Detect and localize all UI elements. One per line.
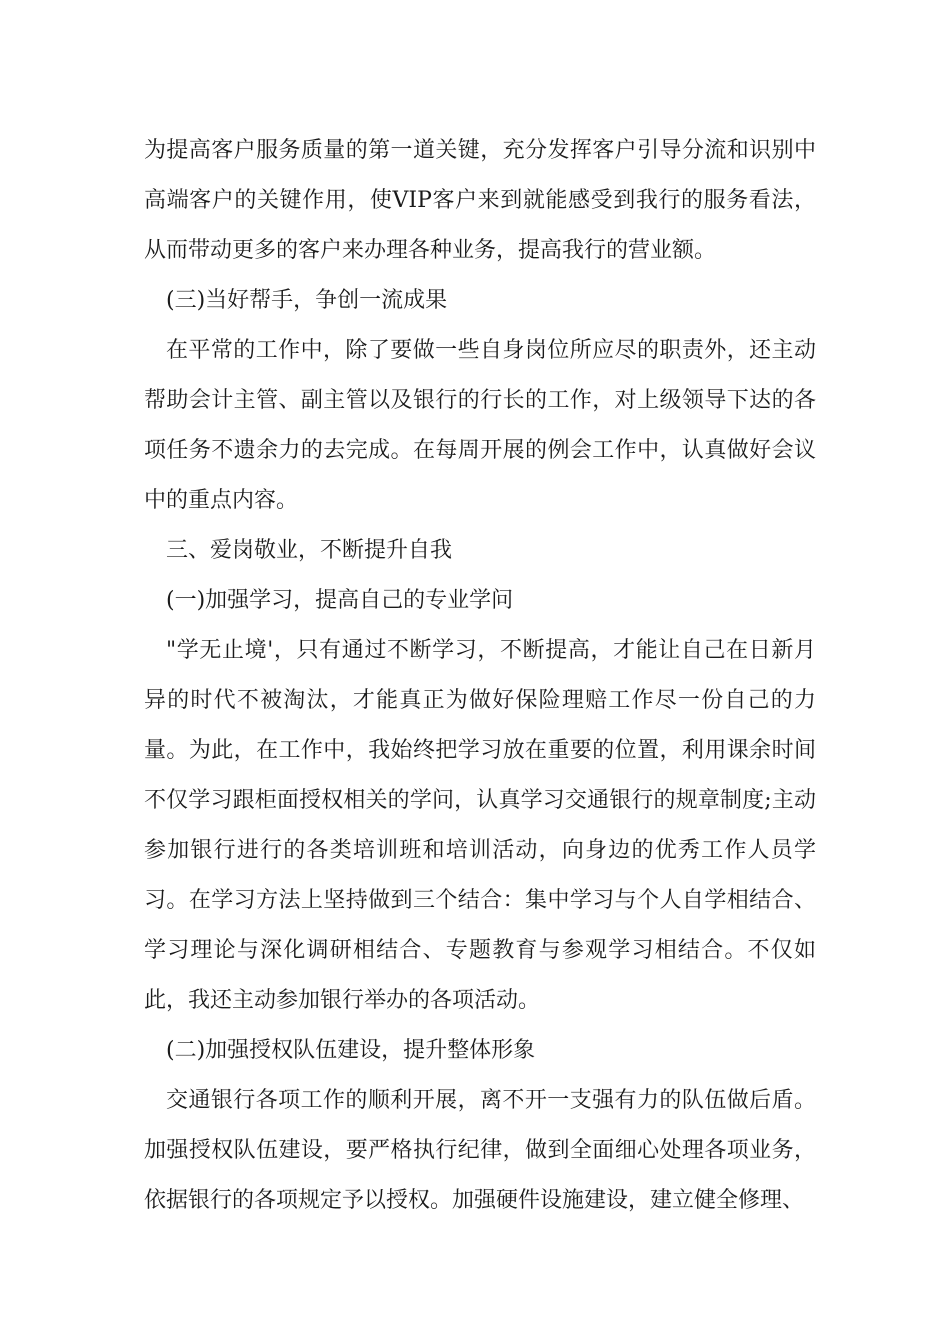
heading-good-helper: (三)当好帮手，争创一流成果 (166, 288, 448, 313)
document-page (144, 126, 816, 1226)
heading-team-building: (二)加强授权队伍建设，提升整体形象 (166, 1038, 536, 1063)
heading-dedication: 三、爱岗敬业，不断提升自我 (166, 538, 453, 563)
paragraph-service-quality: 为提高客户服务质量的第一道关键，充分发挥客户引导分流和识别中高端客户的关键作用，使VIP客户来到就能感受到我行的服务看法，从而带动更多的客户来办理各种业务，提高我行的营业额。 (144, 138, 816, 263)
heading-strengthen-learning: (一)加强学习，提高自己的专业学问 (166, 588, 514, 613)
paragraph-learning: "学无止境'，只有通过不断学习，不断提高，才能让自己在日新月异的时代不被淘汰，才能真正为做好保险理赔工作尽一份自己的力量。为此，在工作中，我始终把学习放在重要的位置，利用课余时间不仅学习跟柜面授权相关的学问，认真学习交通银行的规章制度;主动参加银行进行的各类培训班和培训活动，向身边的优秀工作人员学习。在学习方法上坚持做到三个结合：集中学习与个人自学相结合、学习理论与深化调研相结合、专题教育与参观学习相结合。不仅如此，我还主动参加银行举办的各项活动。 (144, 638, 816, 1013)
paragraph-daily-work: 在平常的工作中，除了要做一些自身岗位所应尽的职责外，还主动帮助会计主管、副主管以及银行的行长的工作，对上级领导下达的各项任务不遗余力的去完成。在每周开展的例会工作中，认真做好会议中的重点内容。 (144, 338, 816, 513)
paragraph-team-building: 交通银行各项工作的顺利开展，离不开一支强有力的队伍做后盾。加强授权队伍建设，要严格执行纪律，做到全面细心处理各项业务，依据银行的各项规定予以授权。加强硬件设施建设，建立健全修理、 (144, 1088, 816, 1213)
